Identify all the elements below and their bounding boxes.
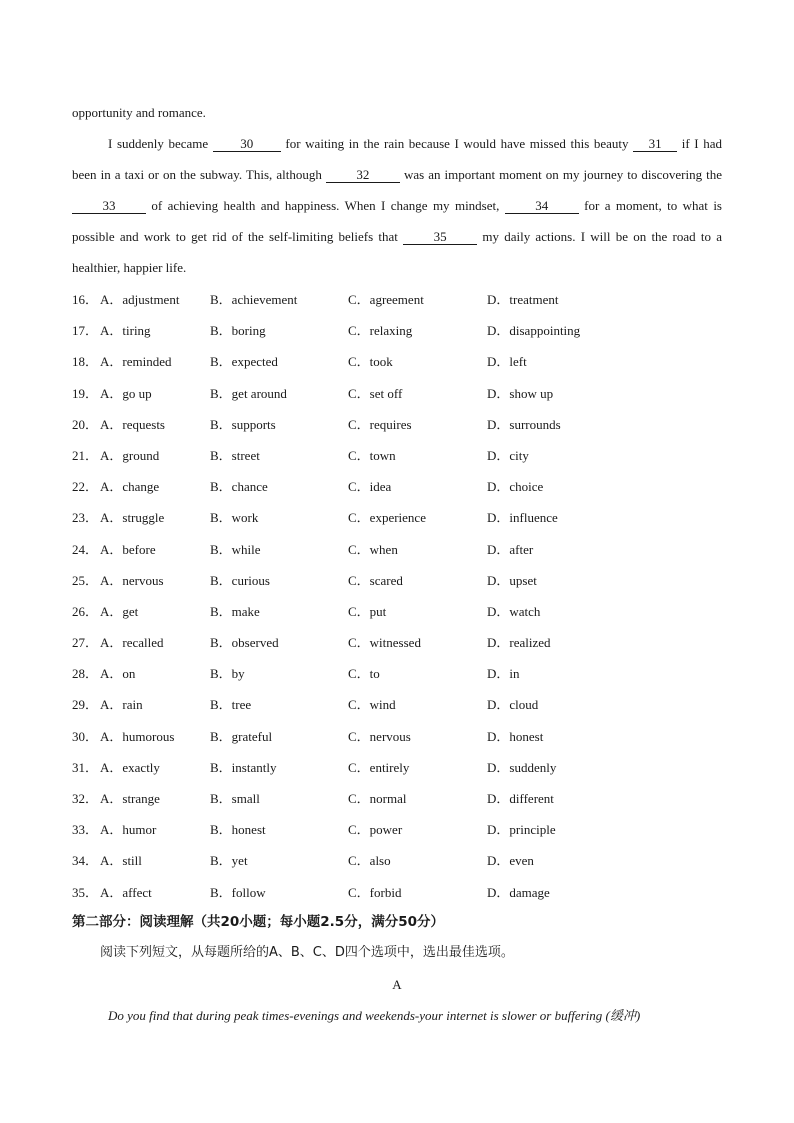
passage-text: for waiting in the rain because I would have missed this beauty [280, 136, 634, 151]
option-d: D．watch [487, 603, 541, 619]
option-d: D．suddenly [487, 759, 557, 775]
option-d: D．left [487, 354, 527, 370]
question-number: 28． [72, 666, 99, 682]
question-row [72, 565, 722, 596]
option-c: C．nervous [348, 728, 411, 744]
option-a: A．reminded [100, 354, 172, 370]
option-c: C．power [348, 822, 403, 838]
passage-label: A [392, 977, 402, 992]
passage-text: of achieving health and happiness. When I change my mindset, [146, 198, 505, 213]
option-d: D．upset [487, 572, 537, 588]
option-d: D．even [487, 853, 534, 869]
option-d: D．show up [487, 385, 554, 401]
question-number: 21． [72, 447, 99, 463]
option-a: A．adjustment [100, 292, 180, 307]
option-b: B．grateful [210, 728, 273, 744]
option-b: B．achievement [210, 292, 298, 307]
option-d: D．choice [487, 479, 544, 495]
option-b: B．tree [210, 697, 252, 713]
question-number: 17． [72, 323, 99, 339]
question-row [72, 877, 722, 908]
blank-33: 33 [72, 199, 146, 214]
option-b: B．honest [210, 822, 266, 838]
question-number: 26． [72, 603, 99, 619]
question-number: 33． [72, 822, 99, 838]
option-c: C．forbid [348, 884, 402, 900]
option-a: A．recalled [100, 635, 164, 651]
option-d: D．surrounds [487, 416, 561, 432]
question-list [72, 284, 722, 908]
question-number: 30． [72, 728, 99, 744]
question-row [72, 409, 722, 440]
question-number: 25． [72, 572, 99, 588]
passage-line-opening [72, 97, 722, 128]
question-row [72, 752, 722, 783]
passage-text: if I had been in a taxi or on the subway. This, although [72, 136, 722, 182]
question-row [72, 346, 722, 377]
option-a: A．humor [100, 822, 157, 838]
option-c: C．relaxing [348, 323, 413, 339]
option-a: A．go up [100, 385, 152, 401]
question-row [72, 315, 722, 346]
option-b: B．street [210, 447, 260, 463]
option-a: A．requests [100, 416, 165, 432]
passage-text: was an important moment on my journey to discovering the [399, 167, 723, 182]
question-row [72, 721, 722, 752]
option-b: B．observed [210, 635, 279, 651]
passage-text: opportunity and romance. [72, 105, 206, 120]
question-row [72, 596, 722, 627]
blank-31: 31 [633, 137, 677, 152]
passage-paragraph [72, 128, 722, 283]
option-c: C．normal [348, 791, 407, 806]
option-d: D．realized [487, 635, 551, 651]
option-b: B．work [210, 510, 259, 526]
blank-35: 35 [403, 230, 477, 245]
question-number: 24． [72, 541, 99, 557]
question-number: 23． [72, 510, 99, 526]
option-d: D．influence [487, 510, 558, 526]
question-number: 19． [72, 385, 99, 401]
option-c: C．wind [348, 697, 396, 713]
option-a: A．rain [100, 697, 143, 713]
option-b: B．make [210, 603, 260, 619]
option-a: A．humorous [100, 728, 175, 744]
option-d: D．after [487, 541, 534, 557]
option-a: A．still [100, 853, 142, 869]
question-number: 29． [72, 697, 99, 713]
question-row [72, 502, 722, 533]
question-row [72, 783, 722, 814]
question-number: 16． [72, 292, 99, 307]
option-c: C．entirely [348, 759, 410, 775]
option-c: C．idea [348, 479, 392, 495]
section-instruction: 阅读下列短文，从每题所给的A、B、C、D四个选项中，选出最佳选项。 [100, 945, 514, 960]
option-d: D．damage [487, 884, 550, 900]
option-d: D．different [487, 791, 554, 806]
option-a: A．change [100, 479, 160, 495]
question-number: 35． [72, 884, 99, 900]
option-a: A．on [100, 666, 136, 682]
question-row [72, 627, 722, 658]
option-b: B．while [210, 541, 261, 557]
question-number: 22． [72, 479, 99, 495]
option-b: B．boring [210, 323, 266, 339]
option-c: C．requires [348, 416, 412, 432]
option-d: D．principle [487, 822, 556, 838]
option-a: A．get [100, 603, 139, 619]
reading-passage-first-line: Do you find that during peak times-evenings and weekends-your internet is slower or buffering (缓冲) [108, 1008, 641, 1023]
option-b: B．chance [210, 479, 268, 495]
option-d: D．treatment [487, 292, 559, 307]
option-c: C．set off [348, 385, 403, 401]
option-c: C．also [348, 853, 391, 869]
option-c: C．put [348, 603, 387, 619]
option-b: B．supports [210, 416, 276, 432]
option-d: D．in [487, 666, 520, 682]
option-c: C．town [348, 447, 396, 463]
blank-30: 30 [213, 137, 281, 152]
question-row [72, 284, 722, 315]
option-b: B．by [210, 666, 245, 682]
option-a: A．strange [100, 791, 160, 806]
option-d: D．cloud [487, 697, 539, 713]
option-b: B．expected [210, 354, 278, 370]
question-number: 32． [72, 791, 99, 806]
option-d: D．disappointing [487, 323, 581, 339]
option-c: C．agreement [348, 292, 424, 307]
passage-text: for a moment, to what is possible and work to get rid of the self-limiting beliefs that [72, 198, 722, 244]
question-row [72, 378, 722, 409]
passage-text: I suddenly became [108, 136, 213, 151]
option-b: B．small [210, 791, 260, 806]
question-number: 27． [72, 635, 99, 651]
question-row [72, 440, 722, 471]
question-number: 34． [72, 853, 99, 869]
option-b: B．follow [210, 884, 266, 900]
question-number: 31． [72, 759, 99, 775]
option-b: B．instantly [210, 759, 277, 775]
option-b: B．curious [210, 572, 270, 588]
blank-32: 32 [326, 168, 400, 183]
option-c: C．scared [348, 572, 403, 588]
question-number: 18． [72, 354, 99, 370]
option-a: A．affect [100, 884, 152, 900]
question-row [72, 845, 722, 876]
option-a: A．ground [100, 447, 160, 463]
option-d: D．honest [487, 728, 544, 744]
option-b: B．get around [210, 385, 287, 401]
passage-text: my daily actions. I will be on the road to a healthier, happier life. [72, 229, 722, 275]
option-a: A．nervous [100, 572, 164, 588]
option-c: C．when [348, 541, 398, 557]
option-c: C．took [348, 354, 393, 370]
section-heading: 第二部分：阅读理解（共20小题；每小题2.5分，满分50分） [72, 914, 444, 930]
option-a: A．tiring [100, 323, 151, 339]
blank-34: 34 [505, 199, 579, 214]
option-a: A．struggle [100, 510, 165, 526]
option-c: C．experience [348, 510, 426, 526]
question-row [72, 689, 722, 720]
option-c: C．to [348, 666, 380, 682]
option-d: D．city [487, 447, 529, 463]
question-row [72, 814, 722, 845]
question-row [72, 471, 722, 502]
question-row [72, 658, 722, 689]
option-b: B．yet [210, 853, 248, 869]
question-number: 20． [72, 416, 99, 432]
option-c: C．witnessed [348, 635, 421, 651]
option-a: A．exactly [100, 759, 160, 775]
option-a: A．before [100, 541, 156, 557]
question-row [72, 534, 722, 565]
